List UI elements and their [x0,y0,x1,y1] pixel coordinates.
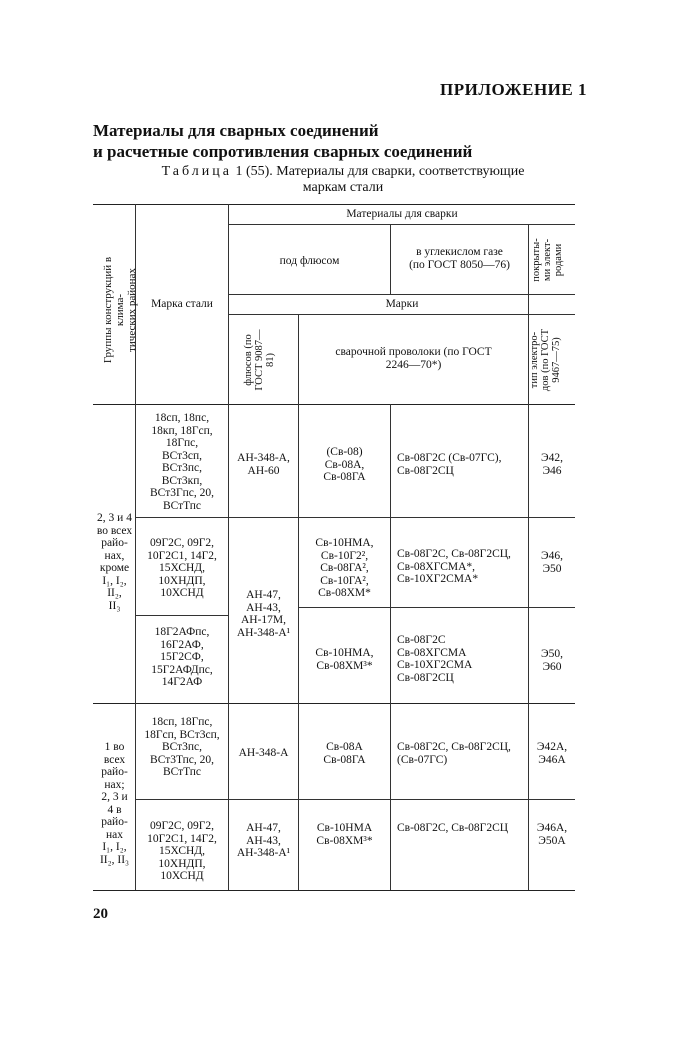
rule-top [93,204,575,205]
col-sep-3 [298,314,299,890]
caption-text: 1 (55). Материалы для сварки, соответствующие [235,164,525,179]
rule-grades-bottom [228,314,575,315]
rule-materials [228,224,575,225]
g2-r2-steel: 09Г2С, 09Г2, 10Г2С1, 14Г2, 15ХСНД, 10ХНДП, 10ХСНД [147,820,217,882]
col-sep-4-body [390,404,391,890]
title-line-2: и расчетные сопротивления сварных соединений [93,142,473,161]
header-steel-grade: Марка стали [151,298,213,310]
rule-g1-r2-steel [135,615,229,616]
header-groups: Группы конструкций в клима- тических районах [102,256,138,364]
g1-r3-steel: 18Г2АФпс, 16Г2АФ, 15Г2СФ, 15Г2АФДпс, 14Г2АФ [151,626,213,688]
header-grades: Марки [385,298,419,310]
g1-r1-wire-flux: (Св-08) Св-08А, Св-08ГА [323,446,366,483]
rule-grades-top [228,294,575,295]
header-coated: покрыты- ми элект- родами [531,238,564,282]
g1-r1-steel: 18сп, 18пс, 18кп, 18Гсп, 18Гпс, ВСт3сп, ВСт3пс, ВСт3кп, ВСт3Гпс, 20, ВСтТпс [150,412,214,512]
rule-g1-r1 [135,517,575,518]
page-number: 20 [93,906,108,922]
g2-r1-wire-co2: Св-08Г2С, Св-08Г2СЦ, (Св-07ГС) [397,741,511,766]
g1-r1-flux: АН-348-А, АН-60 [237,452,290,477]
g2-r1-steel: 18сп, 18Гпс, 18Гсп, ВСт3сп, ВСт3пс, ВСт3Тпс, 20, ВСтТпс [144,716,220,778]
header-co2: в углекислом газе (по ГОСТ 8050—76) [409,246,510,271]
g1-r1-electrode: Э42, Э46 [541,452,563,477]
g2-r1-electrode: Э42А, Э46А [536,741,568,766]
g2-r1-wire-flux: Св-08А Св-08ГА [323,741,366,766]
g1-r2-electrode: Э46, Э50 [541,550,563,575]
rule-group-sep [93,703,575,704]
header-materials: Материалы для сварки [346,208,458,220]
g1-r2-wire-co2: Св-08Г2С, Св-08Г2СЦ, Св-08ХГСМА*, Св-10ХГ2СМА* [397,548,511,585]
table-caption [93,164,593,196]
g2-r2-flux: АН-47, АН-43, АН-348-А¹ [236,822,291,859]
header-electrode-type: тип электро- дов (по ГОСТ 9467—75) [529,328,562,392]
g1-r3-wire-co2: Св-08Г2С Св-08ХГСМА Св-10ХГ2СМА Св-08Г2СЦ [397,634,473,684]
page-title [93,120,472,162]
g2-r2-electrode: Э46А, Э50А [536,822,568,847]
title-line-1: Материалы для сварных соединений [93,121,379,140]
g1-r3-wire-flux: Св-10НМА, Св-08ХМ³* [315,647,374,672]
g2-r2-wire-co2: Св-08Г2С, Св-08Г2СЦ [397,822,509,834]
group1-label: 2, 3 и 4 во всех райо- нах, кроме I₁, I₂, II₂, II₃ [96,512,133,612]
header-fluxes: флюсов (по ГОСТ 9087— 81) [243,329,276,391]
g1-r3-electrode: Э50, Э60 [541,648,563,673]
g1-r2-wire-flux: Св-10НМА, Св-10Г2², Св-08ГА², Св-10ГА², Св-08ХМ* [315,537,374,599]
g2-r1-flux: АН-348-А [238,747,289,759]
rule-g1-r2-wire [298,607,575,608]
group2-label: 1 во всех райо- нах; 2, 3 и 4 в райо- нах I₁, I₂, II₂, II₃ [99,741,130,866]
header-under-flux: под флюсом [279,255,340,267]
header-wire: сварочной проволоки (по ГОСТ 2246—70*) [335,346,492,371]
rule-g2-r1 [135,799,575,800]
g1-r2-steel: 09Г2С, 09Г2, 10Г2С1, 14Г2, 15ХСНД, 10ХНДП, 10ХСНД [147,537,217,599]
caption-label: Таблица [161,164,232,179]
g2-r2-wire-flux: Св-10НМА Св-08ХМ³* [316,822,373,847]
rule-header-bottom [93,404,575,405]
appendix-heading: ПРИЛОЖЕНИЕ 1 [440,80,587,99]
g1-shared-flux: АН-47, АН-43, АН-17М, АН-348-А¹ [236,589,291,639]
rule-bottom [93,890,575,891]
caption-line-2: маркам стали [302,180,384,195]
g1-r1-wire-co2: Св-08Г2С (Св-07ГС), Св-08Г2СЦ [397,452,502,477]
